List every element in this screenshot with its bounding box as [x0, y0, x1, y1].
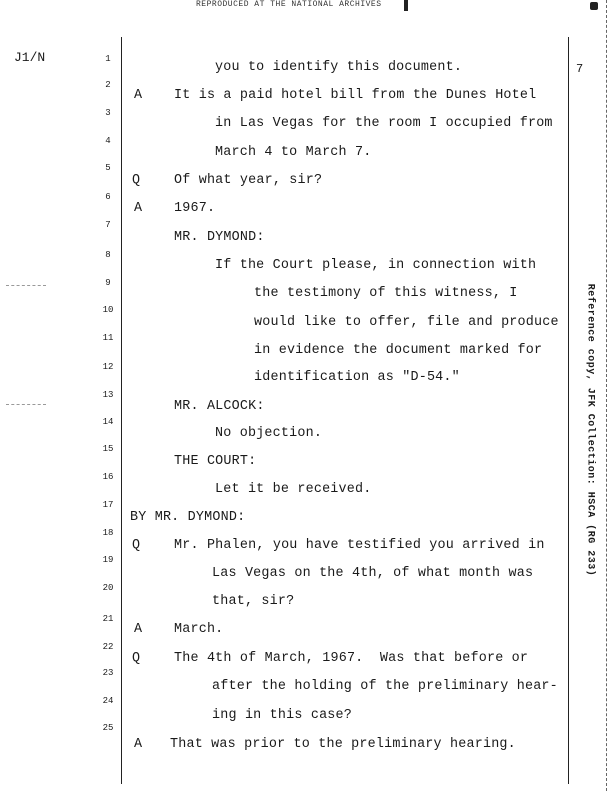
line-number: 4	[105, 136, 111, 146]
line-number: 1	[105, 54, 111, 64]
line-number: 11	[102, 333, 114, 343]
reference-stamp: Reference copy, JFK Collection: HSCA (RG 233)	[584, 283, 596, 577]
line-number: 10	[102, 305, 114, 315]
margin-line	[606, 0, 607, 791]
transcript-line: in evidence the document marked for	[254, 343, 543, 358]
archive-header: REPRODUCED AT THE NATIONAL ARCHIVES	[196, 0, 382, 9]
transcript-line: 1967.	[174, 201, 216, 216]
transcript-line: MR. DYMOND:	[174, 230, 265, 245]
line-number: 7	[105, 220, 111, 230]
line-number: 13	[102, 390, 114, 400]
speaker-label: Q	[132, 173, 141, 188]
speaker-label: Q	[132, 538, 141, 553]
speaker-label: Q	[132, 651, 141, 666]
transcript-line: March.	[174, 622, 224, 637]
margin-mark	[6, 404, 46, 405]
margin-mark	[6, 285, 46, 286]
corner-mark	[590, 2, 598, 10]
transcript-line: Let it be received.	[215, 482, 372, 497]
line-number: 17	[102, 500, 114, 510]
line-number: 24	[102, 696, 114, 706]
header-mark	[404, 0, 408, 11]
line-number: 5	[105, 163, 111, 173]
line-number: 6	[105, 192, 111, 202]
page-number: 7	[576, 62, 584, 76]
line-number: 2	[105, 80, 111, 90]
line-number: 18	[102, 528, 114, 538]
transcript-line: March 4 to March 7.	[215, 145, 372, 160]
line-number: 3	[105, 108, 111, 118]
speaker-label: A	[134, 88, 143, 103]
transcript-line: would like to offer, file and produce	[254, 315, 559, 330]
transcript-line: MR. ALCOCK:	[174, 399, 265, 414]
transcript-line: that, sir?	[212, 594, 295, 609]
line-number: 8	[105, 250, 111, 260]
line-number: 25	[102, 723, 114, 733]
transcript-line: Las Vegas on the 4th, of what month was	[212, 566, 534, 581]
transcript-line: you to identify this document.	[215, 60, 463, 75]
line-number: 9	[105, 278, 111, 288]
line-number: 12	[102, 362, 114, 372]
transcript-line: Of what year, sir?	[174, 173, 323, 188]
transcript-line: The 4th of March, 1967. Was that before or	[174, 651, 529, 666]
line-number: 22	[102, 642, 114, 652]
line-number: 23	[102, 668, 114, 678]
transcript-line: BY MR. DYMOND:	[130, 510, 246, 525]
line-number: 16	[102, 472, 114, 482]
transcript-line: after the holding of the preliminary hear-	[212, 679, 558, 694]
transcript-line: No objection.	[215, 426, 323, 441]
speaker-label: A	[134, 201, 143, 216]
line-number: 19	[102, 555, 114, 565]
speaker-label: A	[134, 737, 143, 752]
transcript-line: identification as "D-54."	[254, 370, 460, 385]
transcript-line: ing in this case?	[212, 708, 353, 723]
line-number: 15	[102, 444, 114, 454]
transcript-line: the testimony of this witness, I	[254, 286, 518, 301]
transcript-line: That was prior to the preliminary hearing.	[170, 737, 516, 752]
transcript-line: It is a paid hotel bill from the Dunes Hotel	[174, 88, 537, 103]
transcript-line: in Las Vegas for the room I occupied from	[215, 116, 553, 131]
speaker-label: A	[134, 622, 143, 637]
line-number: 14	[102, 417, 114, 427]
line-number: 21	[102, 614, 114, 624]
line-number: 20	[102, 583, 114, 593]
transcript-line: THE COURT:	[174, 454, 257, 469]
transcript-line: Mr. Phalen, you have testified you arrived in	[174, 538, 545, 553]
document-id: J1/N	[14, 50, 46, 65]
transcript-line: If the Court please, in connection with	[215, 258, 537, 273]
